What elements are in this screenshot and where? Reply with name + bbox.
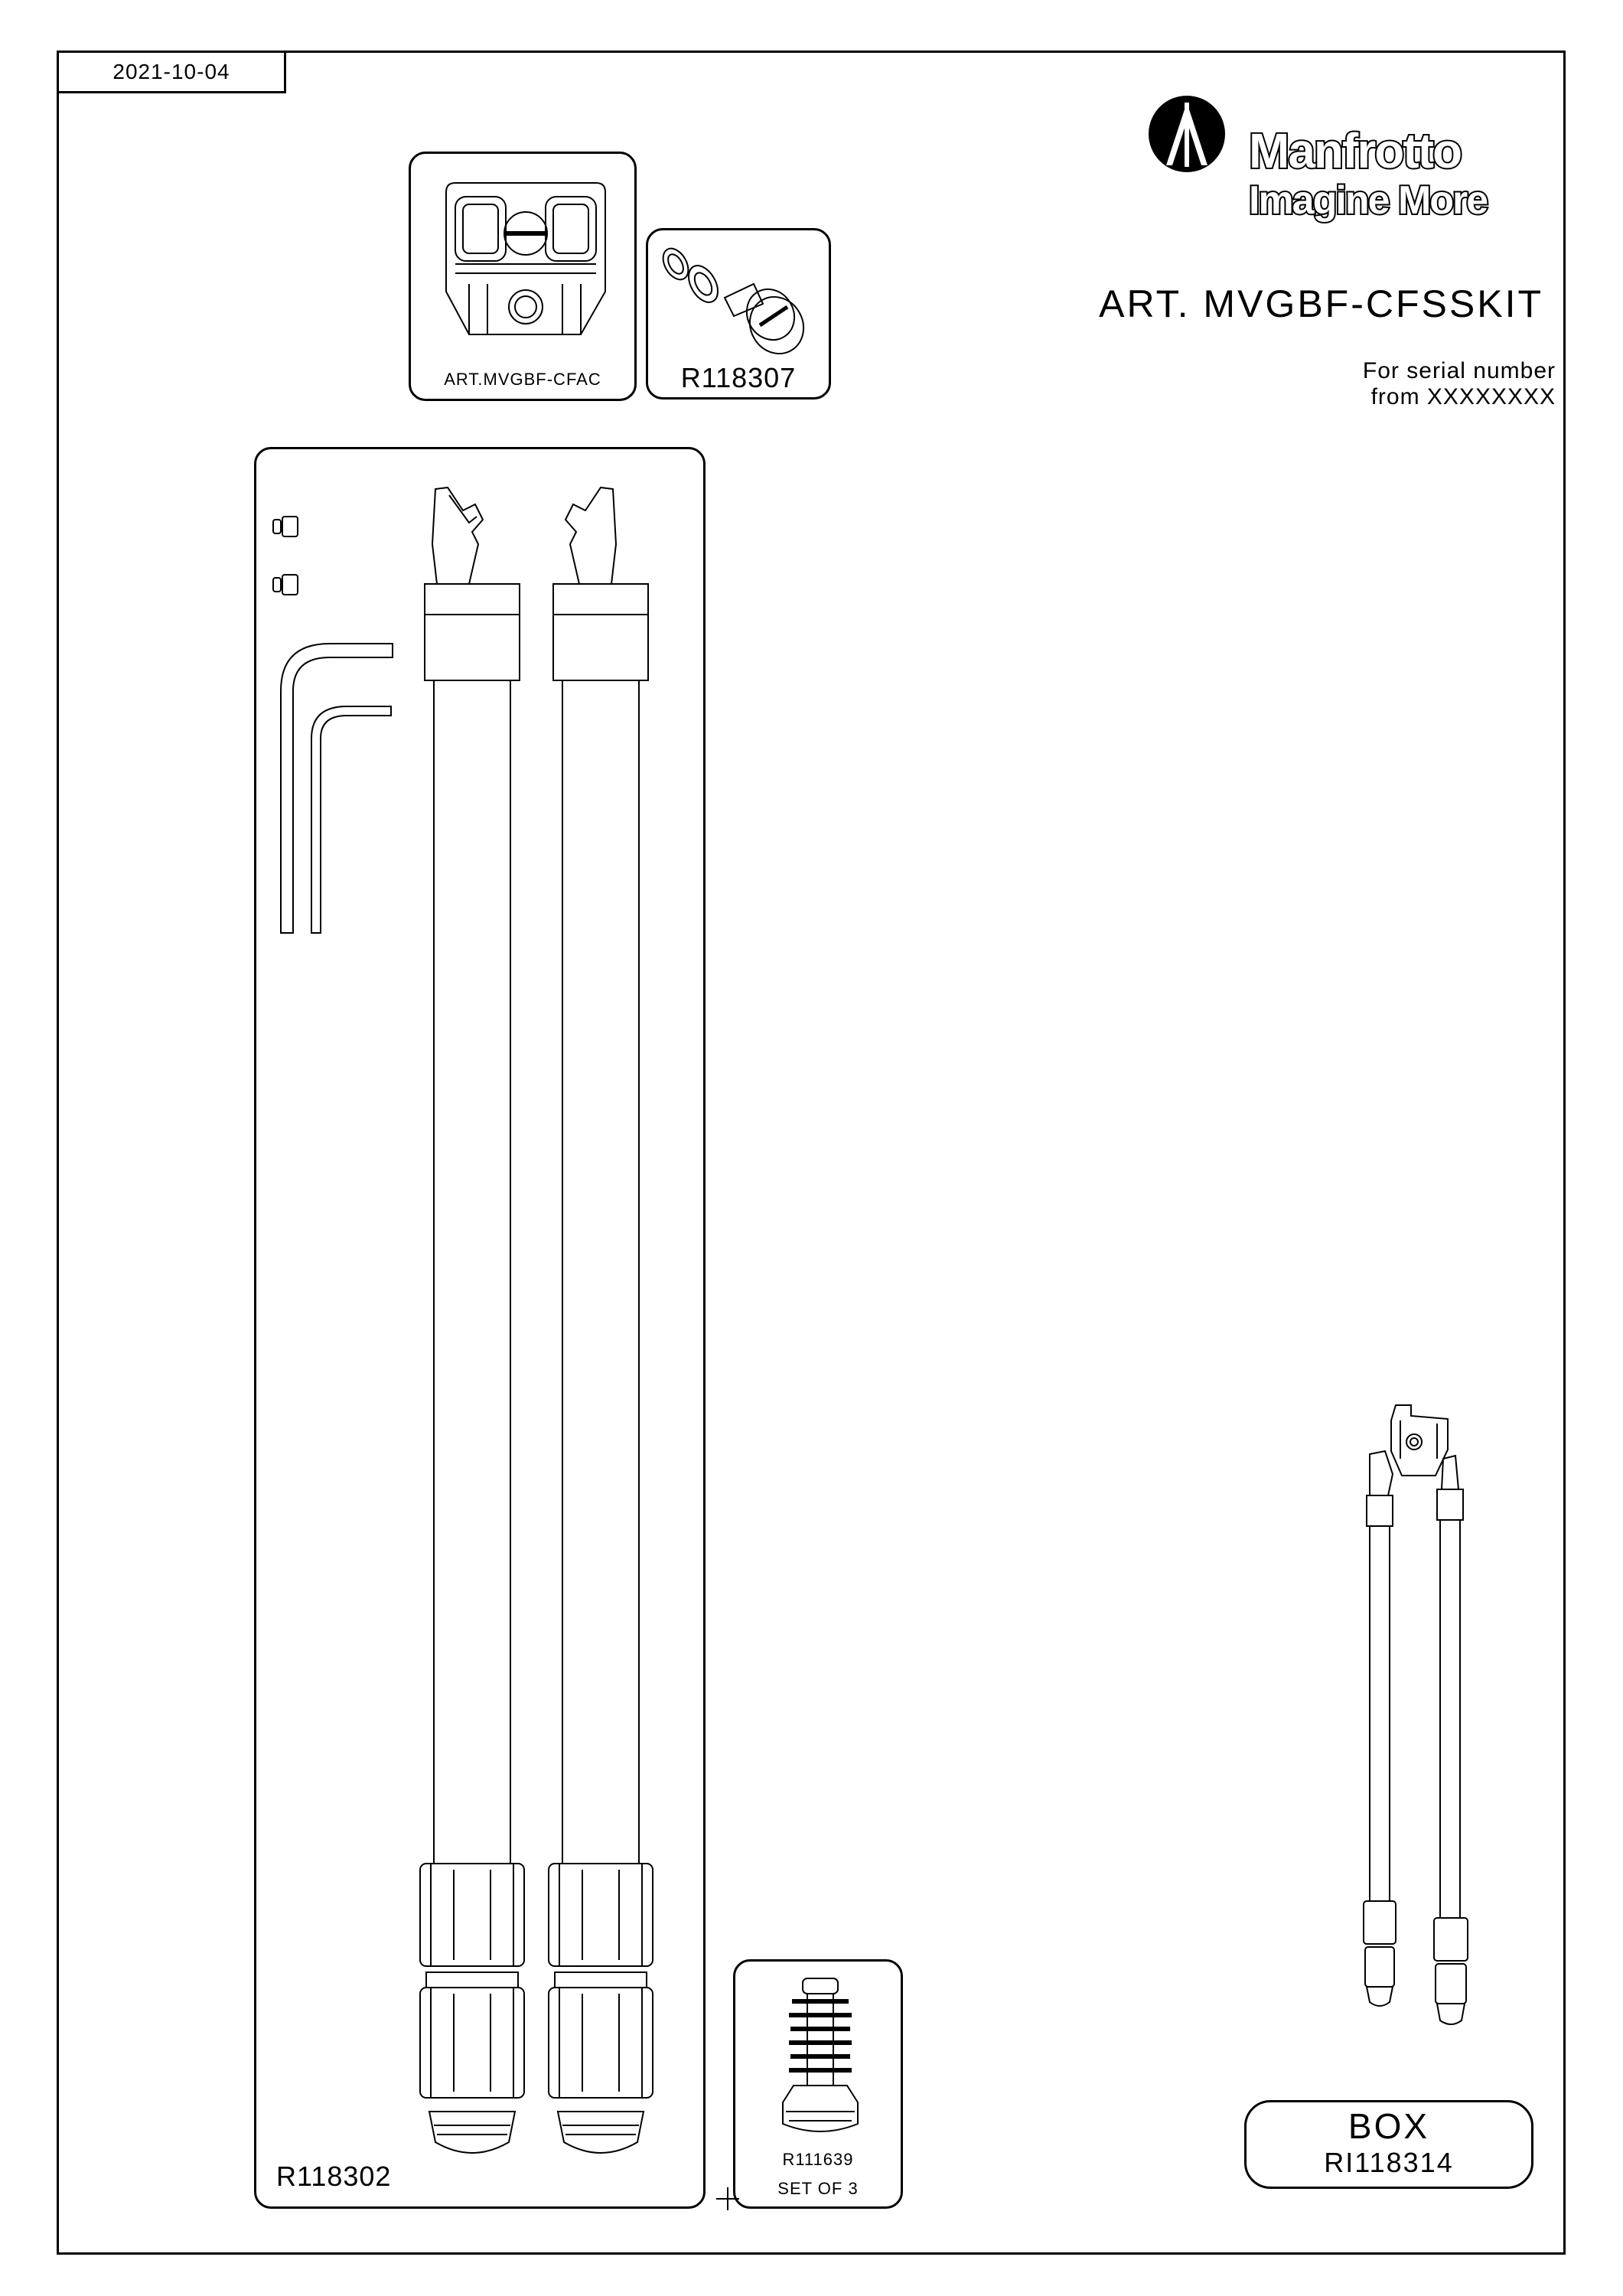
date-text: 2021-10-04 xyxy=(112,60,230,83)
foot-label: R111639 xyxy=(782,2150,854,2169)
rubber-foot-drawing xyxy=(735,1962,905,2211)
box-card xyxy=(1244,2100,1533,2189)
crop-mark-icon xyxy=(716,2187,739,2210)
legs-card xyxy=(254,447,706,2209)
adapter-plate-drawing xyxy=(411,154,639,403)
serial-line-1: For serial number xyxy=(1362,358,1556,383)
foot-quantity: SET OF 3 xyxy=(777,2179,859,2198)
manfrotto-logo-icon xyxy=(1145,92,1229,176)
hex-key-drawing xyxy=(281,644,393,933)
assembled-bipod-drawing xyxy=(1362,1405,1469,2040)
tripod-leg-drawing xyxy=(420,488,524,2153)
serial-info xyxy=(1363,358,1556,410)
tripod-leg-drawing-2 xyxy=(549,488,653,2153)
brand-tagline: Imagine More xyxy=(1249,178,1488,223)
box-code: RI118314 xyxy=(1324,2147,1454,2178)
adapter-card xyxy=(409,152,637,401)
legs-kit-drawing xyxy=(256,449,708,2211)
adapter-label: ART.MVGBF-CFAC xyxy=(444,370,601,389)
small-screw-drawing xyxy=(273,517,298,595)
serial-line-2: from XXXXXXXX xyxy=(1370,384,1556,409)
date-box xyxy=(57,51,286,93)
legs-label: R118302 xyxy=(276,2161,392,2192)
article-title: ART. MVGBF-CFSSKIT xyxy=(1099,282,1543,325)
brand-name: Manfrotto xyxy=(1249,123,1462,178)
screw-card xyxy=(646,228,831,400)
foot-card xyxy=(733,1959,903,2209)
screw-label: R118307 xyxy=(680,362,797,393)
box-title: BOX xyxy=(1348,2106,1430,2146)
